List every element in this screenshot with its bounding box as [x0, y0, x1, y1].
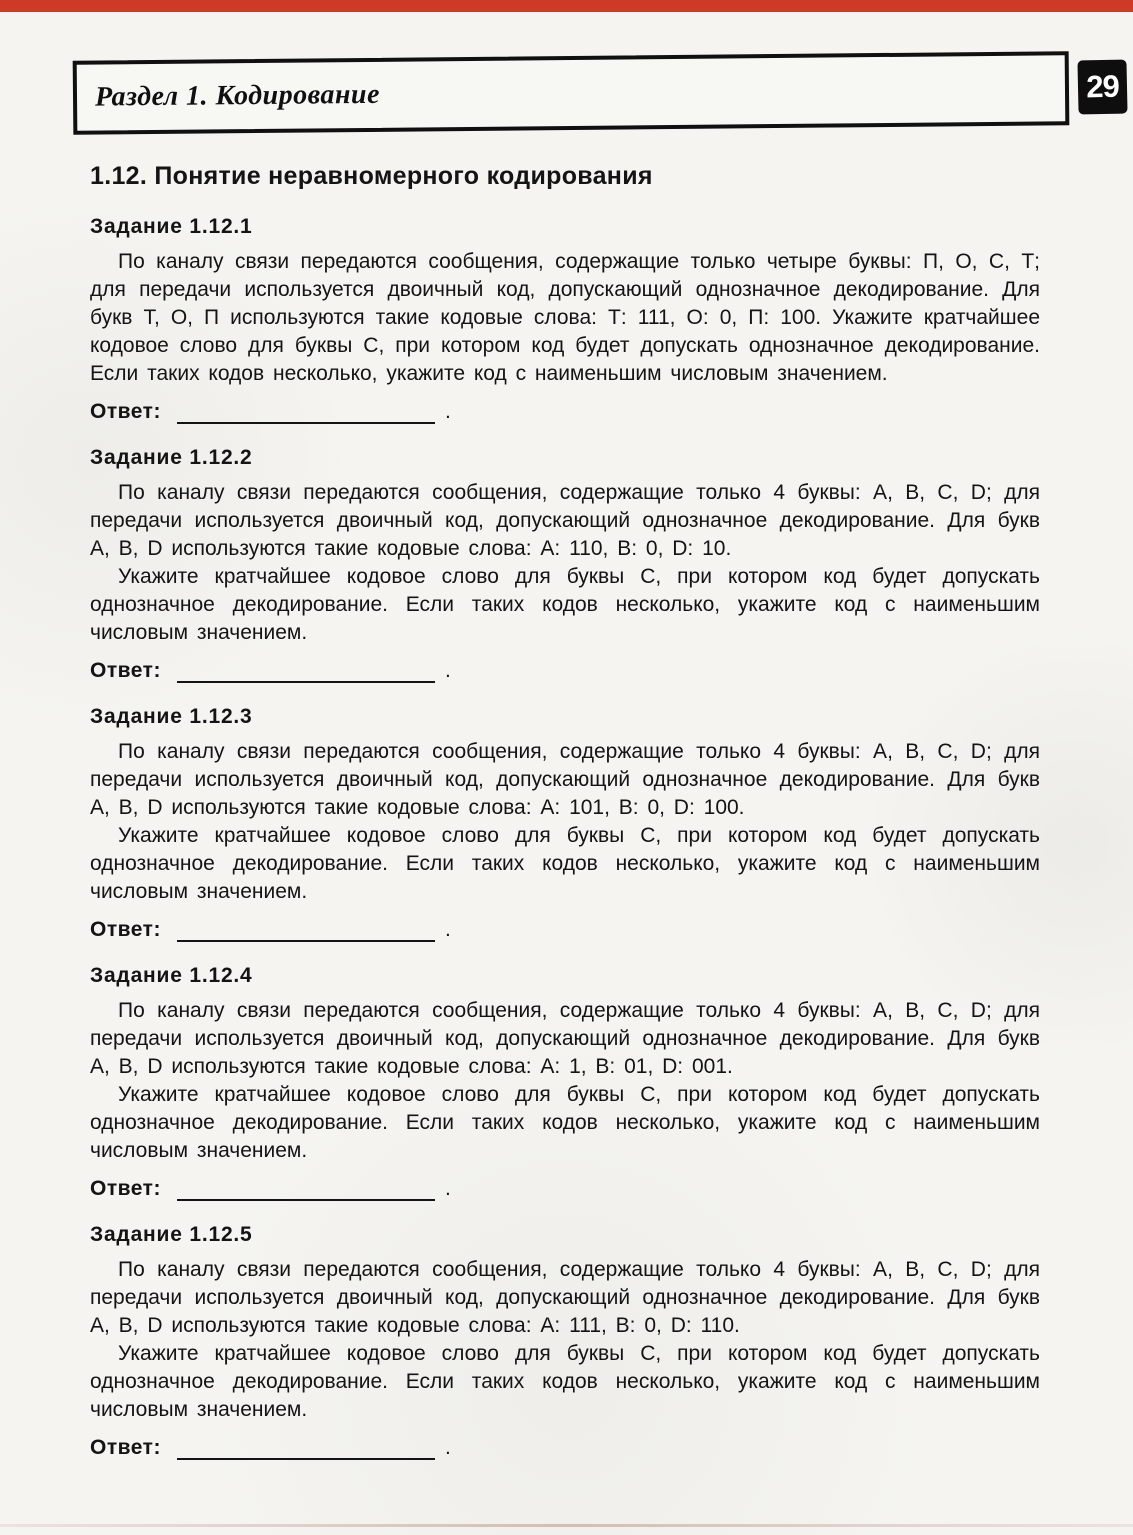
- task-paragraph: Укажите кратчайшее кодовое слово для буквы C, при котором код будет допускать однозначное декодирование. Если таких кодов несколько, укажите код с наименьшим числовым значением.: [90, 1342, 1040, 1421]
- task-1-12-4: [90, 964, 1040, 1201]
- page-content: [90, 162, 1040, 1464]
- task-paragraph: По каналу связи передаются сообщения, содержащие только 4 буквы: A, B, C, D; для передачи используется двоичный код, допускающий однозначное декодирование. Для букв A, B, D используются такие кодовые слова: A: 111, B: 0, D: 110.: [90, 1258, 1040, 1337]
- task-1-12-5: [90, 1223, 1040, 1460]
- answer-label: Ответ:: [90, 1177, 161, 1200]
- answer-blank-line: [177, 659, 435, 683]
- task-paragraph: Укажите кратчайшее кодовое слово для буквы C, при котором код будет допускать однозначное декодирование. Если таких кодов несколько, укажите код с наименьшим числовым значением.: [90, 565, 1040, 644]
- answer-row: [90, 659, 1040, 683]
- section-title: 1.12. Понятие неравномерного кодирования: [90, 162, 653, 190]
- task-paragraph: По каналу связи передаются сообщения, содержащие только 4 буквы: A, B, C, D; для передачи используется двоичный код, допускающий однозначное декодирование. Для букв A, B, D используются такие кодовые слова: A: 101, B: 0, D: 100.: [90, 740, 1040, 819]
- task-title: Задание 1.12.4: [90, 964, 253, 987]
- answer-row: [90, 1177, 1040, 1201]
- bottom-edge-line: [0, 1524, 1133, 1527]
- task-paragraph: Укажите кратчайшее кодовое слово для буквы C, при котором код будет допускать однозначное декодирование. Если таких кодов несколько, укажите код с наименьшим числовым значением.: [90, 1083, 1040, 1162]
- answer-period: .: [444, 659, 451, 682]
- answer-blank-line: [177, 1177, 435, 1201]
- task-title: Задание 1.12.2: [90, 446, 253, 469]
- answer-label: Ответ:: [90, 400, 161, 423]
- chapter-header-box: [73, 51, 1070, 135]
- task-1-12-3: [90, 705, 1040, 942]
- answer-label: Ответ:: [90, 659, 161, 682]
- answer-label: Ответ:: [90, 918, 161, 941]
- chapter-header-title: Раздел 1. Кодирование: [94, 78, 381, 113]
- page-number-badge: 29: [1077, 59, 1127, 114]
- answer-row: [90, 400, 1040, 424]
- task-paragraph: Укажите кратчайшее кодовое слово для буквы C, при котором код будет допускать однозначное декодирование. Если таких кодов несколько, укажите код с наименьшим числовым значением.: [90, 824, 1040, 903]
- answer-period: .: [444, 918, 451, 941]
- answer-blank-line: [177, 918, 435, 942]
- task-paragraph: По каналу связи передаются сообщения, содержащие только 4 буквы: A, B, C, D; для передачи используется двоичный код, допускающий однозначное декодирование. Для букв A, B, D используются такие кодовые слова: A: 110, B: 0, D: 10.: [90, 481, 1040, 560]
- top-red-bar: [0, 0, 1133, 12]
- answer-label: Ответ:: [90, 1436, 161, 1459]
- answer-blank-line: [177, 400, 435, 424]
- answer-row: [90, 1436, 1040, 1460]
- answer-period: .: [444, 1436, 451, 1459]
- task-title: Задание 1.12.1: [90, 215, 253, 238]
- task-title: Задание 1.12.3: [90, 705, 253, 728]
- task-title: Задание 1.12.5: [90, 1223, 253, 1246]
- answer-period: .: [444, 400, 451, 423]
- task-paragraph: По каналу связи передаются сообщения, содержащие только 4 буквы: A, B, C, D; для передачи используется двоичный код, допускающий однозначное декодирование. Для букв A, B, D используются такие кодовые слова: A: 1, B: 01, D: 001.: [90, 999, 1040, 1078]
- answer-blank-line: [177, 1436, 435, 1460]
- task-1-12-2: [90, 446, 1040, 683]
- task-paragraph: По каналу связи передаются сообщения, содержащие только четыре буквы: П, О, С, Т; для передачи используется двоичный код, допускающий однозначное декодирование. Для букв Т, О, П используются такие кодовые слова: Т: 111, О: 0, П: 100. Укажите кратчайшее кодовое слово для буквы С, при котором код будет допускать однозначное декодирование. Если таких кодов несколько, укажите код с наименьшим числовым значением.: [90, 250, 1040, 385]
- task-1-12-1: [90, 215, 1040, 424]
- answer-row: [90, 918, 1040, 942]
- answer-period: .: [444, 1177, 451, 1200]
